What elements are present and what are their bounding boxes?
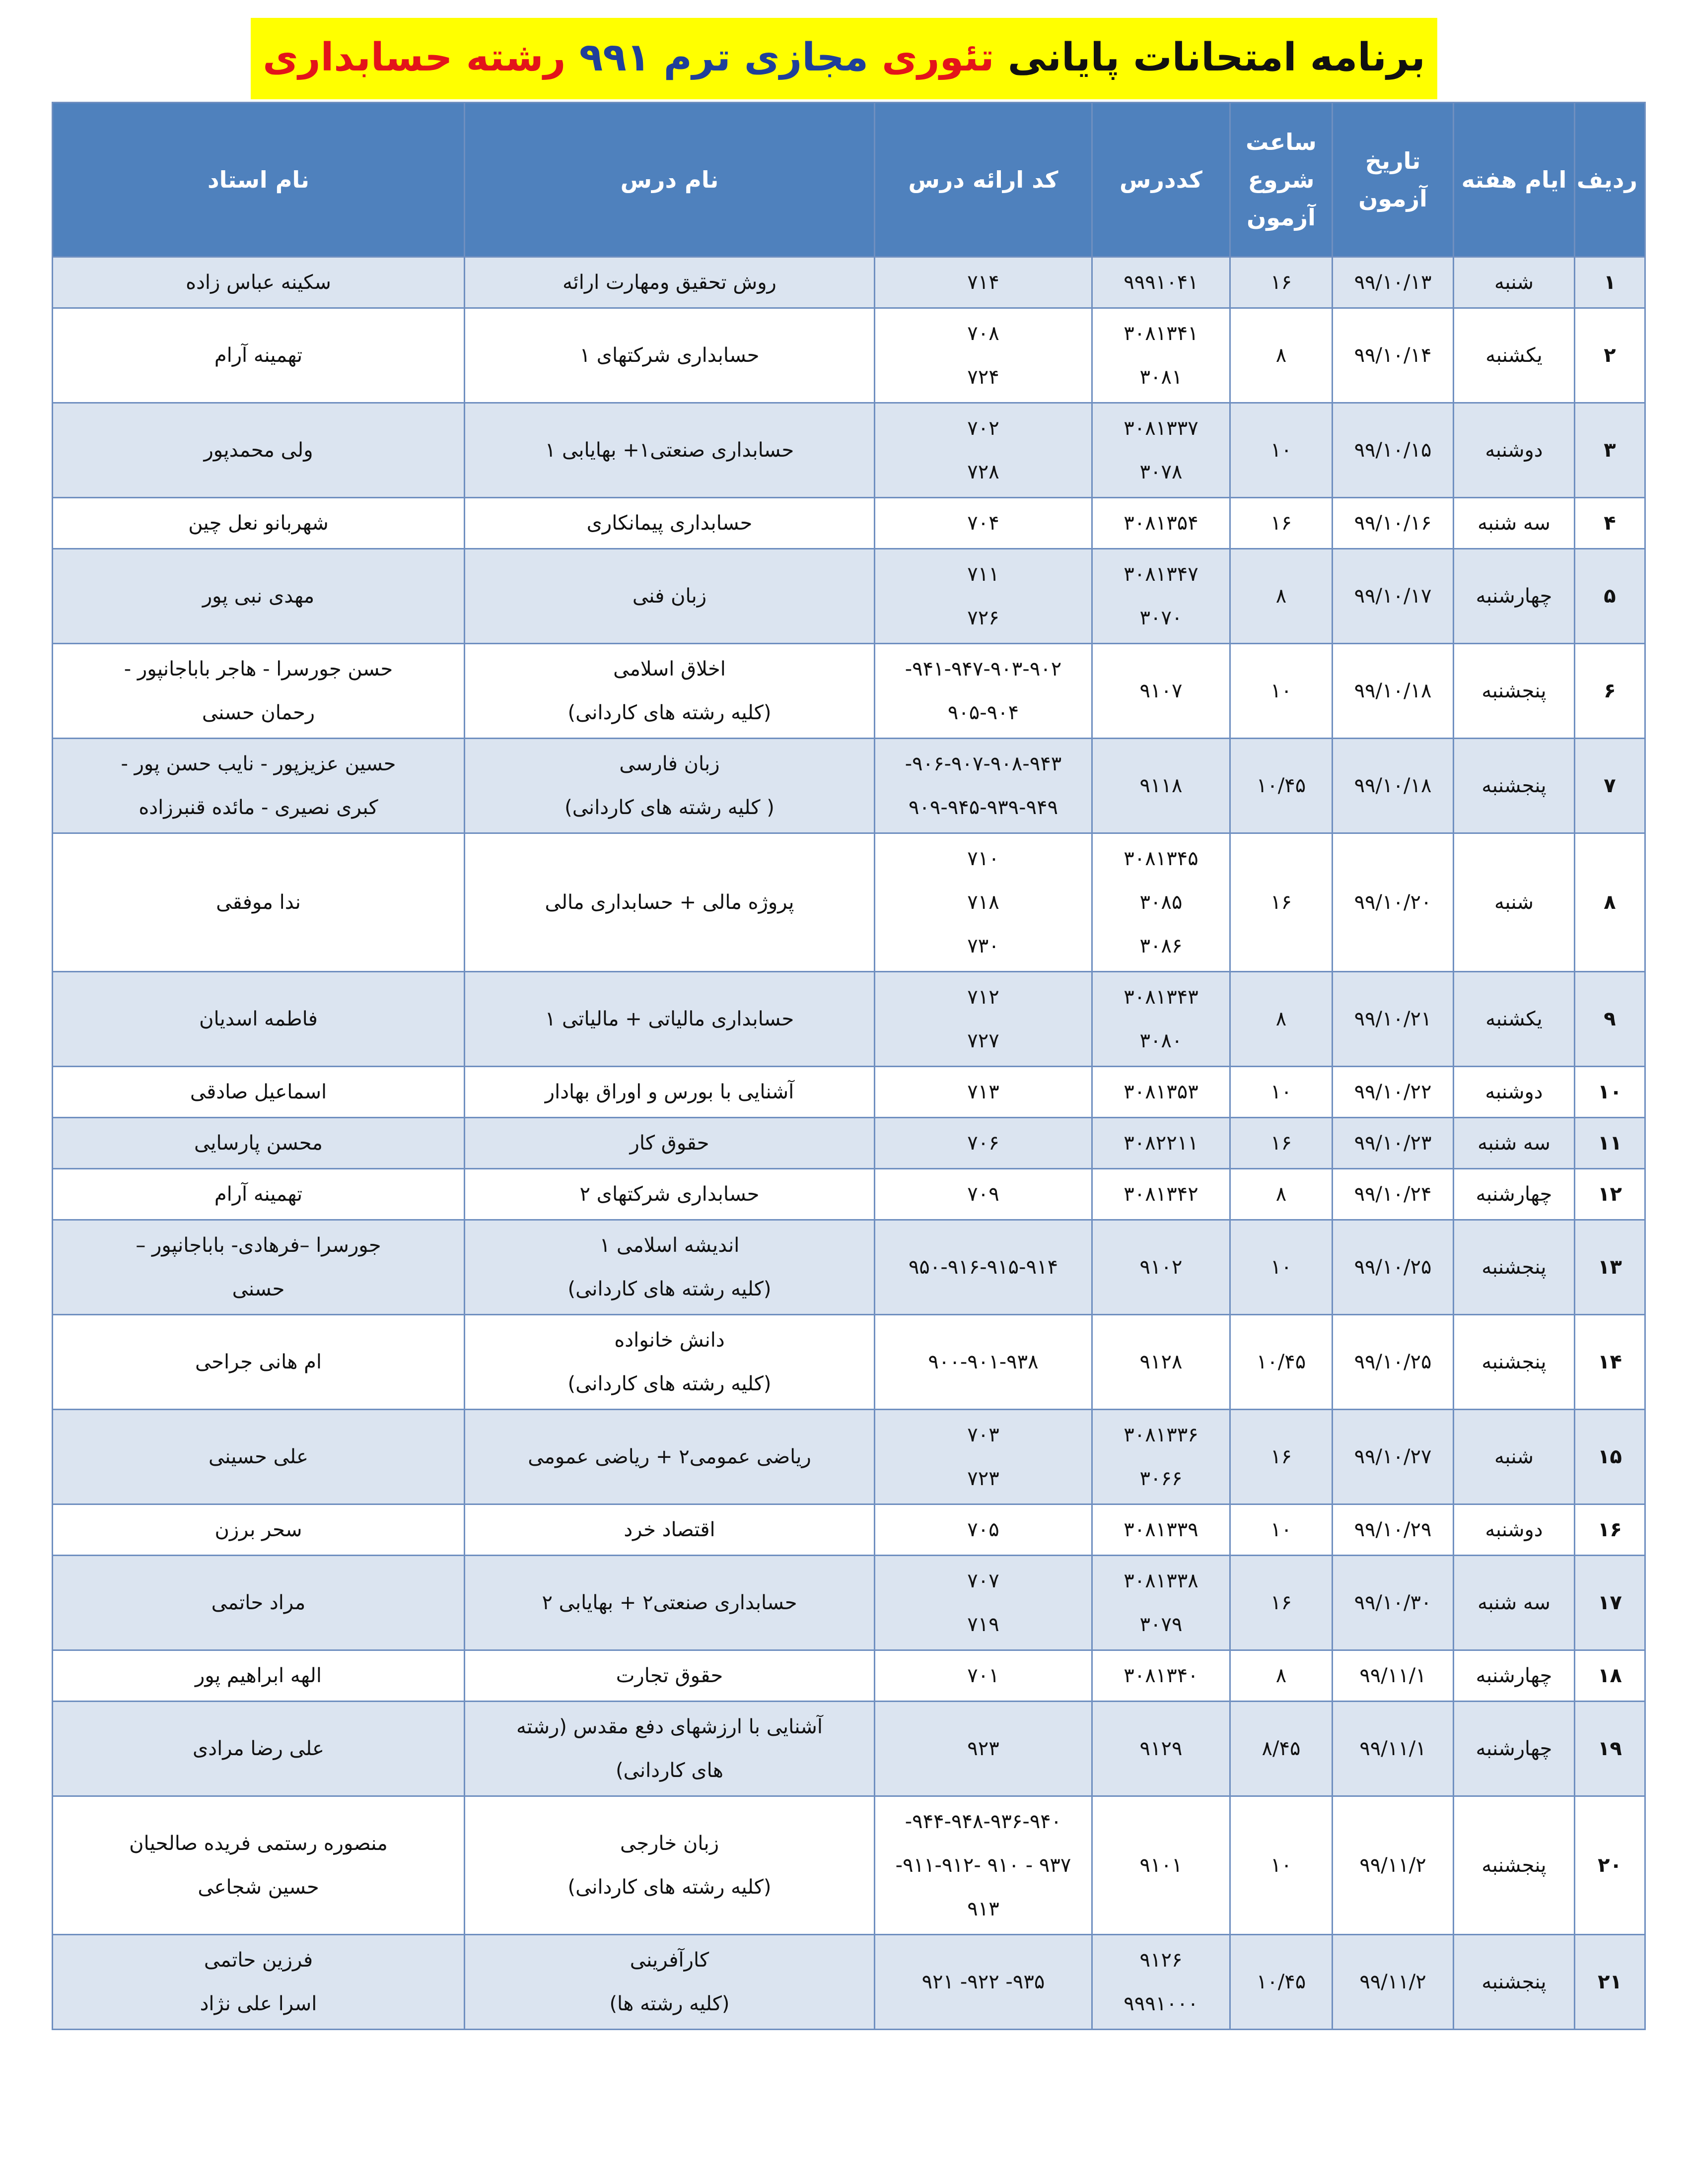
time-cell: ۱۶ (1230, 1556, 1333, 1650)
title-container (0, 18, 1688, 99)
time-cell: ۸ (1230, 549, 1333, 644)
exam-schedule-table (52, 102, 1646, 2030)
day-cell: پنجشنبه (1454, 739, 1575, 833)
course-name-cell: حسابداری صنعتی۱+ بهایابی ۱ (465, 403, 875, 498)
day-cell: چهارشنبه (1454, 1702, 1575, 1796)
course-code-cell: ۹۹۹۱۰۴۱ (1092, 257, 1230, 308)
table-row (53, 1556, 1645, 1650)
table-row (53, 308, 1645, 403)
table-row (53, 1220, 1645, 1315)
teacher-cell: حسن جورسرا - هاجر باباجانپور - رحمان حسنی (53, 644, 465, 739)
course-name-cell: کارآفرینی (کلیه رشته ها) (465, 1935, 875, 2030)
day-cell: شنبه (1454, 833, 1575, 972)
header-time: ساعت شروع آزمون (1230, 103, 1333, 257)
day-cell: شنبه (1454, 1410, 1575, 1504)
date-cell: ۹۹/۱۰/۱۸ (1333, 739, 1454, 833)
table-row (53, 1935, 1645, 2030)
teacher-cell: تهمینه آرام (53, 308, 465, 403)
day-cell: دوشنبه (1454, 403, 1575, 498)
date-cell: ۹۹/۱۰/۲۷ (1333, 1410, 1454, 1504)
time-cell: ۱۰/۴۵ (1230, 1315, 1333, 1410)
row-number: ۱۶ (1575, 1504, 1645, 1556)
day-cell: پنجشنبه (1454, 1315, 1575, 1410)
header-row (53, 103, 1645, 257)
date-cell: ۹۹/۱۰/۳۰ (1333, 1556, 1454, 1650)
offer-code-cell: ۷۰۵ (875, 1504, 1092, 1556)
course-name-cell: اخلاق اسلامی (کلیه رشته های کاردانی) (465, 644, 875, 739)
header-date: تاریخ آزمون (1333, 103, 1454, 257)
day-cell: چهارشنبه (1454, 1169, 1575, 1220)
row-number: ۱۳ (1575, 1220, 1645, 1315)
row-number: ۱ (1575, 257, 1645, 308)
teacher-cell: علی حسینی (53, 1410, 465, 1504)
row-number: ۱۵ (1575, 1410, 1645, 1504)
date-cell: ۹۹/۱۰/۱۷ (1333, 549, 1454, 644)
course-name-cell: حسابداری شرکتهای ۲ (465, 1169, 875, 1220)
teacher-cell: سحر برزن (53, 1504, 465, 1556)
time-cell: ۸ (1230, 308, 1333, 403)
row-number: ۱۹ (1575, 1702, 1645, 1796)
course-code-cell: ۳۰۸۱۳۳۷ ۳۰۷۸ (1092, 403, 1230, 498)
course-name-cell: پروژه مالی + حسابداری مالی (465, 833, 875, 972)
course-code-cell: ۳۰۸۱۳۵۴ (1092, 498, 1230, 549)
offer-code-cell: ۷۰۶ (875, 1118, 1092, 1169)
teacher-cell: ندا موفقی (53, 833, 465, 972)
course-name-cell: حسابداری پیمانکاری (465, 498, 875, 549)
table-row (53, 1169, 1645, 1220)
course-code-cell: ۹۱۰۱ (1092, 1796, 1230, 1935)
day-cell: سه شنبه (1454, 498, 1575, 549)
course-code-cell: ۹۱۲۶ ۹۹۹۱۰۰۰ (1092, 1935, 1230, 2030)
course-code-cell: ۳۰۸۱۳۳۹ (1092, 1504, 1230, 1556)
row-number: ۴ (1575, 498, 1645, 549)
offer-code-cell: ۷۰۳ ۷۲۳ (875, 1410, 1092, 1504)
date-cell: ۹۹/۱۰/۱۳ (1333, 257, 1454, 308)
date-cell: ۹۹/۱۱/۱ (1333, 1650, 1454, 1702)
time-cell: ۸ (1230, 1650, 1333, 1702)
course-name-cell: حسابداری صنعتی۲ + بهایابی ۲ (465, 1556, 875, 1650)
row-number: ۱۱ (1575, 1118, 1645, 1169)
table-row (53, 1796, 1645, 1935)
teacher-cell: ولی محمدپور (53, 403, 465, 498)
header-course-name: نام درس (465, 103, 875, 257)
time-cell: ۱۶ (1230, 1118, 1333, 1169)
course-name-cell: اندیشه اسلامی ۱ (کلیه رشته های کاردانی) (465, 1220, 875, 1315)
course-name-cell: حسابداری شرکتهای ۱ (465, 308, 875, 403)
table-row (53, 403, 1645, 498)
time-cell: ۸/۴۵ (1230, 1702, 1333, 1796)
row-number: ۶ (1575, 644, 1645, 739)
course-code-cell: ۳۰۸۱۳۴۱ ۳۰۸۱ (1092, 308, 1230, 403)
course-code-cell: ۳۰۸۱۳۳۸ ۳۰۷۹ (1092, 1556, 1230, 1650)
time-cell: ۱۰/۴۵ (1230, 1935, 1333, 2030)
day-cell: پنجشنبه (1454, 1220, 1575, 1315)
teacher-cell: محسن پارسایی (53, 1118, 465, 1169)
offer-code-cell: ۷۱۱ ۷۲۶ (875, 549, 1092, 644)
table-row (53, 1410, 1645, 1504)
teacher-cell: جورسرا –فرهادی- باباجانپور – حسنی (53, 1220, 465, 1315)
time-cell: ۱۶ (1230, 1410, 1333, 1504)
course-code-cell: ۹۱۰۷ (1092, 644, 1230, 739)
offer-code-cell: ۹۴۴-۹۴۸-۹۳۶-۹۴۰- ۹۳۷ - ۹۱۰ -۹۱۱-۹۱۲- ۹۱۳ (875, 1796, 1092, 1935)
day-cell: سه شنبه (1454, 1118, 1575, 1169)
day-cell: چهارشنبه (1454, 549, 1575, 644)
course-code-cell: ۳۰۸۱۳۴۷ ۳۰۷۰ (1092, 549, 1230, 644)
table-row (53, 833, 1645, 972)
header-offer-code: کد ارائه درس (875, 103, 1092, 257)
course-name-cell: دانش خانواده (کلیه رشته های کاردانی) (465, 1315, 875, 1410)
course-name-cell: زبان فارسی ( کلیه رشته های کاردانی) (465, 739, 875, 833)
title-part-1: برنامه امتحانات پایانی (1007, 35, 1425, 80)
offer-code-cell: ۹۰۰-۹۰۱-۹۳۸ (875, 1315, 1092, 1410)
row-number: ۸ (1575, 833, 1645, 972)
course-code-cell: ۳۰۸۱۳۴۵ ۳۰۸۵ ۳۰۸۶ (1092, 833, 1230, 972)
time-cell: ۱۰ (1230, 1067, 1333, 1118)
title-part-3: مجازی (744, 35, 869, 80)
offer-code-cell: ۹۴۱-۹۴۷-۹۰۳-۹۰۲- ۹۰۵-۹۰۴ (875, 644, 1092, 739)
date-cell: ۹۹/۱۱/۲ (1333, 1935, 1454, 2030)
time-cell: ۱۰ (1230, 1504, 1333, 1556)
course-name-cell: زبان فنی (465, 549, 875, 644)
offer-code-cell: ۷۰۲ ۷۲۸ (875, 403, 1092, 498)
course-name-cell: ریاضی عمومی۲ + ریاضی عمومی (465, 1410, 875, 1504)
row-number: ۵ (1575, 549, 1645, 644)
course-name-cell: حقوق تجارت (465, 1650, 875, 1702)
teacher-cell: منصوره رستمی فریده صالحیان حسین شجاعی (53, 1796, 465, 1935)
row-number: ۲۰ (1575, 1796, 1645, 1935)
date-cell: ۹۹/۱۱/۲ (1333, 1796, 1454, 1935)
day-cell: سه شنبه (1454, 1556, 1575, 1650)
table-row (53, 549, 1645, 644)
teacher-cell: فرزین حاتمی اسرا علی نژاد (53, 1935, 465, 2030)
row-number: ۱۴ (1575, 1315, 1645, 1410)
offer-code-cell: ۹۲۳ (875, 1702, 1092, 1796)
day-cell: پنجشنبه (1454, 1935, 1575, 2030)
time-cell: ۱۰ (1230, 1220, 1333, 1315)
teacher-cell: ام هانی جراحی (53, 1315, 465, 1410)
day-cell: شنبه (1454, 257, 1575, 308)
table-row (53, 1315, 1645, 1410)
teacher-cell: فاطمه اسدیان (53, 972, 465, 1067)
date-cell: ۹۹/۱۰/۲۱ (1333, 972, 1454, 1067)
header-day: ایام هفته (1454, 103, 1575, 257)
date-cell: ۹۹/۱۰/۲۲ (1333, 1067, 1454, 1118)
table-row (53, 739, 1645, 833)
date-cell: ۹۹/۱۰/۱۸ (1333, 644, 1454, 739)
table-row (53, 1702, 1645, 1796)
day-cell: پنجشنبه (1454, 644, 1575, 739)
row-number: ۹ (1575, 972, 1645, 1067)
day-cell: یکشنبه (1454, 308, 1575, 403)
header-teacher: نام استاد (53, 103, 465, 257)
row-number: ۱۰ (1575, 1067, 1645, 1118)
offer-code-cell: ۷۰۷ ۷۱۹ (875, 1556, 1092, 1650)
teacher-cell: حسین عزیزپور - نایب حسن پور - کبری نصیری - مائده قنبرزاده (53, 739, 465, 833)
time-cell: ۱۶ (1230, 257, 1333, 308)
offer-code-cell: ۷۰۹ (875, 1169, 1092, 1220)
teacher-cell: علی رضا مرادی (53, 1702, 465, 1796)
teacher-cell: شهربانو نعل چین (53, 498, 465, 549)
table-row (53, 1504, 1645, 1556)
offer-code-cell: ۷۰۸ ۷۲۴ (875, 308, 1092, 403)
time-cell: ۱۶ (1230, 833, 1333, 972)
date-cell: ۹۹/۱۰/۲۰ (1333, 833, 1454, 972)
time-cell: ۱۰/۴۵ (1230, 739, 1333, 833)
time-cell: ۸ (1230, 972, 1333, 1067)
day-cell: پنجشنبه (1454, 1796, 1575, 1935)
course-code-cell: ۳۰۸۱۳۵۳ (1092, 1067, 1230, 1118)
time-cell: ۱۰ (1230, 644, 1333, 739)
offer-code-cell: ۹۵۰-۹۱۶-۹۱۵-۹۱۴ (875, 1220, 1092, 1315)
row-number: ۲ (1575, 308, 1645, 403)
date-cell: ۹۹/۱۰/۲۹ (1333, 1504, 1454, 1556)
offer-code-cell: ۹۳۵- ۹۲۲- ۹۲۱ (875, 1935, 1092, 2030)
course-code-cell: ۹۱۲۸ (1092, 1315, 1230, 1410)
course-name-cell: روش تحقیق ومهارت ارائه (465, 257, 875, 308)
time-cell: ۸ (1230, 1169, 1333, 1220)
day-cell: یکشنبه (1454, 972, 1575, 1067)
table-row (53, 644, 1645, 739)
course-code-cell: ۳۰۸۱۳۳۶ ۳۰۶۶ (1092, 1410, 1230, 1504)
offer-code-cell: ۷۰۱ (875, 1650, 1092, 1702)
course-code-cell: ۳۰۸۱۳۴۲ (1092, 1169, 1230, 1220)
offer-code-cell: ۷۱۰ ۷۱۸ ۷۳۰ (875, 833, 1092, 972)
time-cell: ۱۰ (1230, 403, 1333, 498)
day-cell: دوشنبه (1454, 1504, 1575, 1556)
course-name-cell: اقتصاد خرد (465, 1504, 875, 1556)
course-name-cell: حقوق کار (465, 1118, 875, 1169)
course-code-cell: ۹۱۰۲ (1092, 1220, 1230, 1315)
row-number: ۳ (1575, 403, 1645, 498)
page-title (251, 18, 1437, 99)
row-number: ۲۱ (1575, 1935, 1645, 2030)
course-name-cell: آشنایی با ارزشهای دفع مقدس (رشته های کاردانی) (465, 1702, 875, 1796)
table-row (53, 257, 1645, 308)
offer-code-cell: ۷۱۴ (875, 257, 1092, 308)
title-part-4: ترم ۹۹۱ (579, 35, 731, 80)
course-code-cell: ۳۰۸۱۳۴۰ (1092, 1650, 1230, 1702)
day-cell: دوشنبه (1454, 1067, 1575, 1118)
table-row (53, 972, 1645, 1067)
teacher-cell: سکینه عباس زاده (53, 257, 465, 308)
date-cell: ۹۹/۱۰/۲۳ (1333, 1118, 1454, 1169)
course-code-cell: ۹۱۱۸ (1092, 739, 1230, 833)
table-row (53, 1118, 1645, 1169)
header-radif: ردیف (1575, 103, 1645, 257)
date-cell: ۹۹/۱۰/۱۶ (1333, 498, 1454, 549)
date-cell: ۹۹/۱۰/۱۴ (1333, 308, 1454, 403)
teacher-cell: الهه ابراهیم پور (53, 1650, 465, 1702)
teacher-cell: تهمینه آرام (53, 1169, 465, 1220)
course-code-cell: ۹۱۲۹ (1092, 1702, 1230, 1796)
time-cell: ۱۰ (1230, 1796, 1333, 1935)
title-part-5: رشته حسابداری (263, 35, 566, 80)
title-part-2: تئوری (882, 35, 994, 80)
offer-code-cell: ۹۰۶-۹۰۷-۹۰۸-۹۴۳- ۹۰۹-۹۴۵-۹۳۹-۹۴۹ (875, 739, 1092, 833)
table-row (53, 1650, 1645, 1702)
teacher-cell: اسماعیل صادقی (53, 1067, 465, 1118)
row-number: ۷ (1575, 739, 1645, 833)
day-cell: چهارشنبه (1454, 1650, 1575, 1702)
table-body (53, 257, 1645, 2030)
course-name-cell: زبان خارجی (کلیه رشته های کاردانی) (465, 1796, 875, 1935)
course-code-cell: ۳۰۸۲۲۱۱ (1092, 1118, 1230, 1169)
date-cell: ۹۹/۱۰/۲۵ (1333, 1220, 1454, 1315)
table-row (53, 1067, 1645, 1118)
course-code-cell: ۳۰۸۱۳۴۳ ۳۰۸۰ (1092, 972, 1230, 1067)
date-cell: ۹۹/۱۱/۱ (1333, 1702, 1454, 1796)
date-cell: ۹۹/۱۰/۲۵ (1333, 1315, 1454, 1410)
date-cell: ۹۹/۱۰/۱۵ (1333, 403, 1454, 498)
row-number: ۱۲ (1575, 1169, 1645, 1220)
row-number: ۱۸ (1575, 1650, 1645, 1702)
offer-code-cell: ۷۱۲ ۷۲۷ (875, 972, 1092, 1067)
row-number: ۱۷ (1575, 1556, 1645, 1650)
course-name-cell: آشنایی با بورس و اوراق بهادار (465, 1067, 875, 1118)
teacher-cell: مهدی نبی پور (53, 549, 465, 644)
teacher-cell: مراد حاتمی (53, 1556, 465, 1650)
date-cell: ۹۹/۱۰/۲۴ (1333, 1169, 1454, 1220)
offer-code-cell: ۷۰۴ (875, 498, 1092, 549)
offer-code-cell: ۷۱۳ (875, 1067, 1092, 1118)
table-row (53, 498, 1645, 549)
time-cell: ۱۶ (1230, 498, 1333, 549)
course-name-cell: حسابداری مالیاتی + مالیاتی ۱ (465, 972, 875, 1067)
header-course-code: کددرس (1092, 103, 1230, 257)
